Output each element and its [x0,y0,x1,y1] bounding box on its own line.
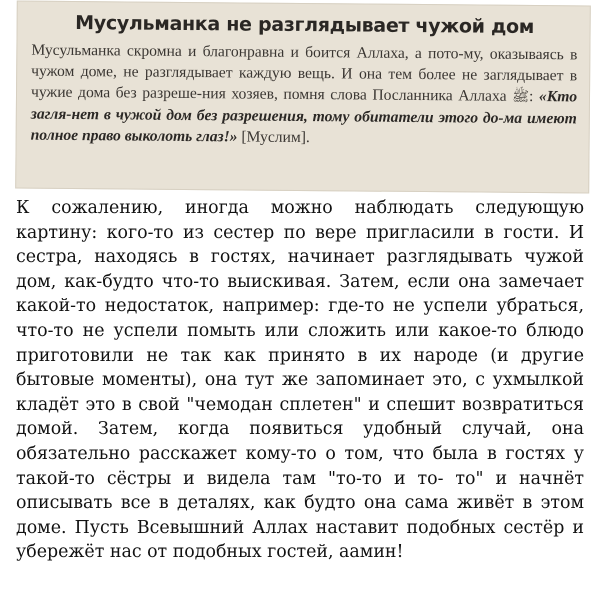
hadith-source: [Муслим]. [241,128,310,147]
excerpt-text [31,40,578,151]
book-excerpt-photo [15,0,591,193]
excerpt-title: Мусульманка не разглядывает чужой дом [75,12,535,39]
salawat-ornament-icon: ﷺ [512,89,530,105]
hadith-quote: «Кто загля-нет в чужой дом без разрешения, тому обитатели этого до-ма имеют полное право выколоть глаз!» [30,88,578,146]
excerpt-text-before-quote: Мусульманка скромна и благонравна и боится Аллаха, а пото-му, оказываясь в чужом доме, не разглядывает каждую вещь. И она тем более не заглядывает в чужие дома без разреше-ния хозяев, помня слова Посланника Аллаха [30,41,578,105]
excerpt-separator: : [528,87,534,106]
body-paragraph: К сожалению, иногда можно наблюдать следующую картину: кого-то из сестер по вере пригласили в гости. И сестра, находясь в гостях, начинает разглядывать чужой дом, как-будто что-то выискивая. Затем, если она замечает какой-то недостаток, например: где-то не успели убраться, что-то не успели помыть или сложить или какое-то блюдо приготовили не так как принято в их народе (и другие бытовые моменты), она тут же запоминает это, с ухмылкой кладёт это в свой "чемодан сплетен" и спешит возвратиться домой. Затем, когда появиться удобный случай, она обязательно расскажет кому-то о том, что была в гостях у такой-то сёстры и видела там "то-то и то- то" и начнёт описывать все в деталях, как будто она сама живёт в этом доме. Пусть Всевышний Аллах наставит подобных сестёр и убережёт нас от подобных гостей, аамин! [16,198,584,563]
